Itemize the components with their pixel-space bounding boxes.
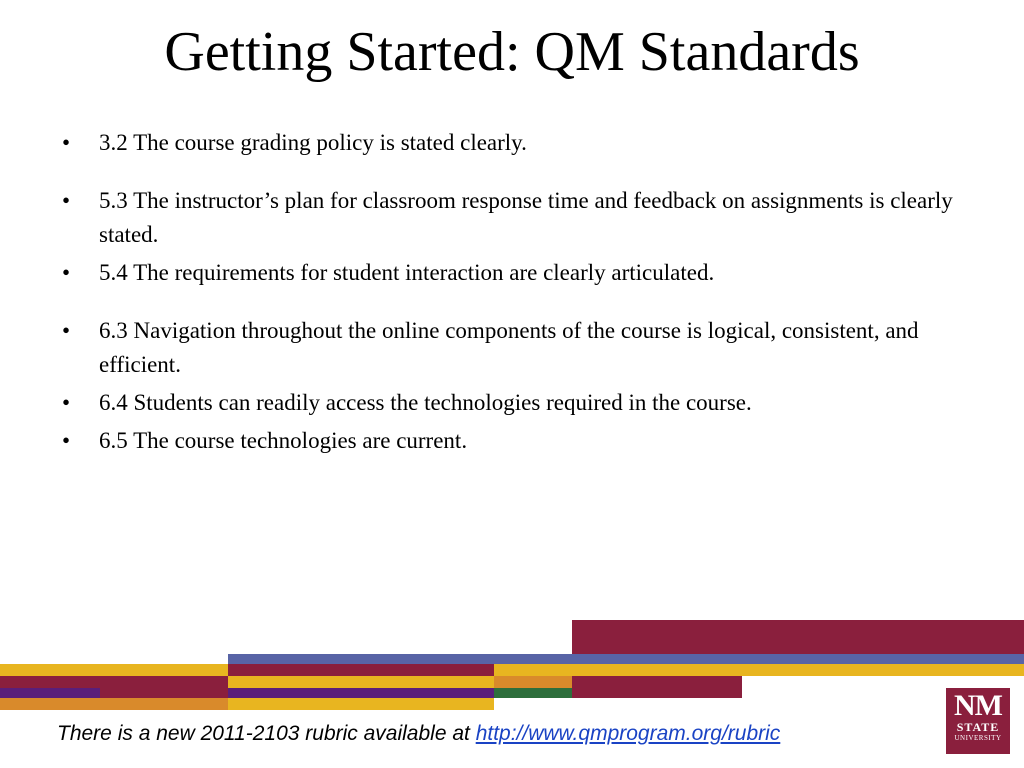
stripe: [0, 664, 228, 676]
stripe: [228, 654, 1024, 664]
list-item: [62, 386, 962, 420]
slide-title: Getting Started: QM Standards: [164, 21, 860, 83]
stripe: [494, 664, 572, 676]
nmsu-logo: [946, 688, 1010, 754]
stripe: [100, 688, 228, 698]
list-item: [62, 256, 962, 290]
list-item-text: 3.2 The course grading policy is stated clearly.: [99, 130, 527, 155]
bullet-icon: •: [62, 130, 71, 155]
bullet-icon: •: [62, 260, 71, 285]
stripe: [572, 664, 1024, 676]
list-item-text: 6.5 The course technologies are current.: [99, 428, 468, 453]
list-item-text: 5.4 The requirements for student interaction are clearly articulated.: [99, 260, 715, 285]
stripe: [572, 620, 1024, 654]
standards-list: [62, 126, 962, 458]
bullet-icon: •: [62, 188, 71, 213]
bullet-icon: •: [62, 318, 71, 343]
stripe: [0, 676, 228, 688]
list-item-text: 6.3 Navigation throughout the online components of the course is logical, consistent, and efficient.: [99, 318, 919, 377]
list-item: [62, 126, 962, 160]
footer-note: [57, 722, 780, 746]
stripe: [228, 676, 494, 688]
stripe: [494, 688, 572, 698]
stripe: [228, 664, 494, 676]
footer-text: There is a new 2011-2103 rubric available at: [57, 722, 476, 745]
rubric-link[interactable]: http://www.qmprogram.org/rubric: [475, 722, 781, 745]
stripe: [494, 676, 572, 688]
list-item: [62, 184, 962, 252]
stripe: [0, 688, 100, 698]
stripe: [228, 688, 494, 698]
bullet-icon: •: [62, 428, 71, 453]
stripe: [228, 698, 494, 710]
logo-university: UNIVERSITY: [954, 734, 1002, 742]
logo-nm: NM: [954, 689, 1002, 722]
bullet-icon: •: [62, 390, 71, 415]
list-item: [62, 314, 962, 382]
list-item: [62, 424, 962, 458]
list-item-text: 5.3 The instructor’s plan for classroom response time and feedback on assignments is clearly stated.: [99, 188, 953, 247]
logo-state: STATE: [956, 720, 1000, 734]
stripe: [0, 698, 228, 710]
list-item-text: 6.4 Students can readily access the technologies required in the course.: [99, 390, 752, 415]
stripe: [572, 676, 742, 698]
